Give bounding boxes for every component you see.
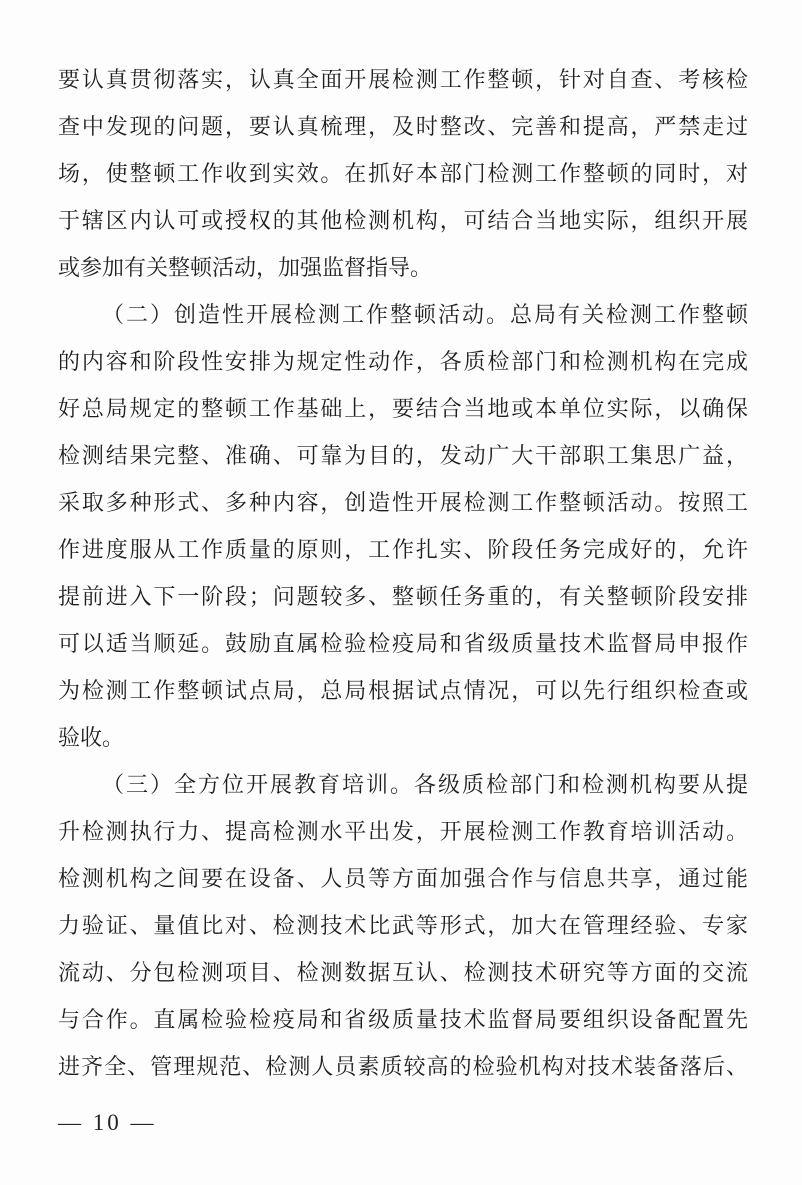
text-line: （三）全方位开展教育培训。各级质检部门和检测机构要从提 [102, 772, 748, 797]
text-line: 流动、分包检测项目、检测数据互认、检测技术研究等方面的交流 [58, 960, 748, 985]
text-line: 检测结果完整、准确、可靠为目的，发动广大干部职工集思广益， [58, 443, 748, 468]
text-line: 力验证、量值比对、检测技术比武等形式，加大在管理经验、专家 [58, 913, 748, 938]
text-line: 的内容和阶段性安排为规定性动作，各质检部门和检测机构在完成 [58, 349, 748, 374]
document-body [58, 56, 748, 1090]
text-line: 要认真贯彻落实，认真全面开展检测工作整顿，针对自查、考核检 [58, 67, 748, 92]
text-line: 好总局规定的整顿工作基础上，要结合当地或本单位实际，以确保 [58, 396, 748, 421]
text-line: 采取多种形式、多种内容，创造性开展检测工作整顿活动。按照工 [58, 490, 748, 515]
text-line: 升检测执行力、提高检测水平出发，开展检测工作教育培训活动。 [58, 819, 748, 844]
text-line: 作进度服从工作质量的原则，工作扎实、阶段任务完成好的，允许 [58, 537, 748, 562]
text-line: 与合作。直属检验检疫局和省级质量技术监督局要组织设备配置先 [58, 1007, 748, 1032]
text-line: （二）创造性开展检测工作整顿活动。总局有关检测工作整顿 [102, 302, 748, 327]
text-line: 进齐全、管理规范、检测人员素质较高的检验机构对技术装备落后、 [58, 1054, 748, 1079]
text-line: 场，使整顿工作收到实效。在抓好本部门检测工作整顿的同时，对 [58, 161, 748, 186]
text-line: 查中发现的问题，要认真梳理，及时整改、完善和提高，严禁走过 [58, 114, 748, 139]
text-line: 或参加有关整顿活动，加强监督指导。 [58, 255, 433, 280]
text-line: 验收。 [58, 725, 125, 750]
text-line: 可以适当顺延。鼓励直属检验检疫局和省级质量技术监督局申报作 [58, 631, 748, 656]
text-line: 检测机构之间要在设备、人员等方面加强合作与信息共享，通过能 [58, 866, 748, 891]
page-number: — 10 — [58, 1110, 157, 1135]
text-line: 提前进入下一阶段；问题较多、整顿任务重的，有关整顿阶段安排 [58, 584, 748, 609]
text-line: 于辖区内认可或授权的其他检测机构，可结合当地实际，组织开展 [58, 208, 748, 233]
text-line: 为检测工作整顿试点局，总局根据试点情况，可以先行组织检查或 [58, 678, 748, 703]
